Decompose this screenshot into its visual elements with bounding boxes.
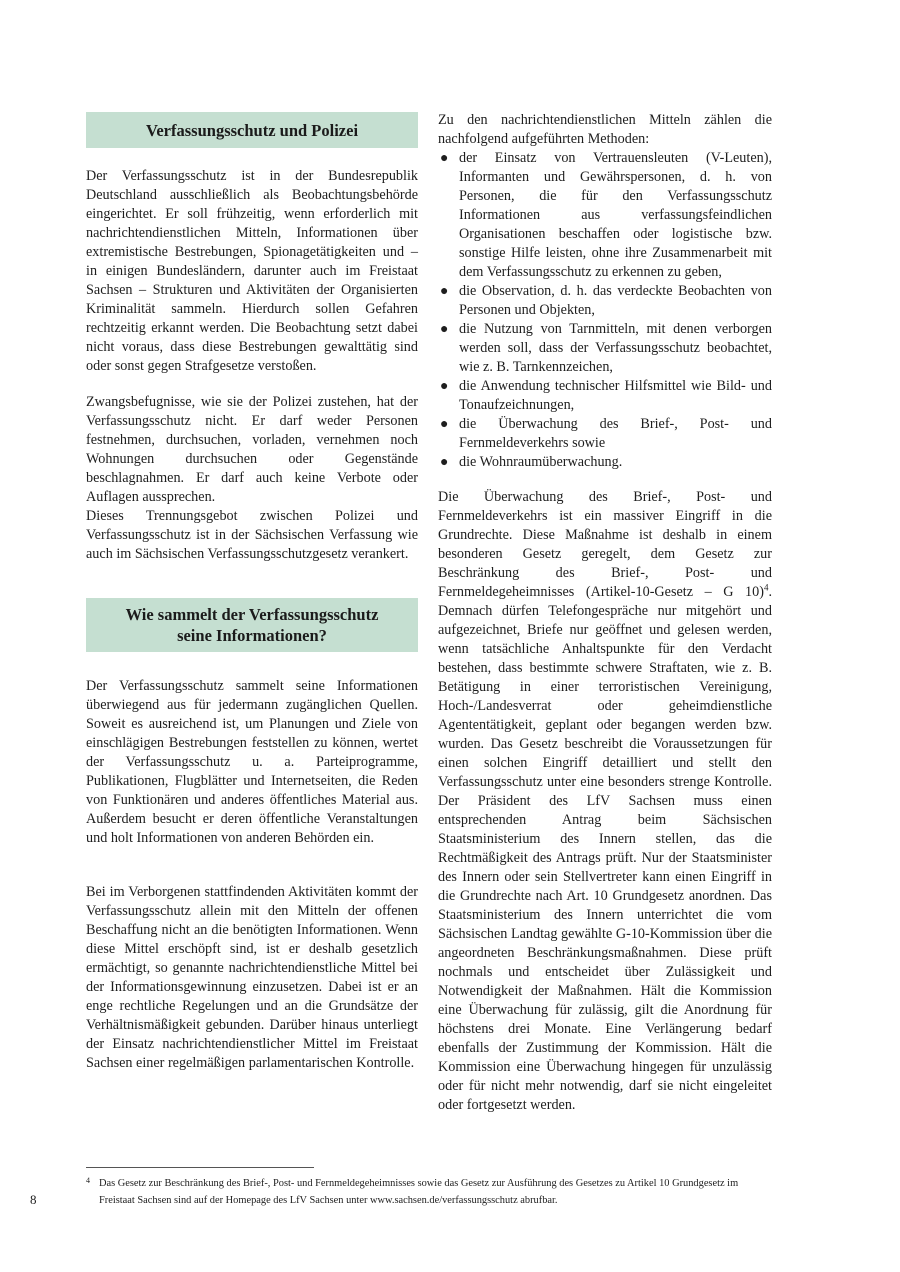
list-item: ● die Observation, d. h. das verdeckte Beobachten von Personen und Objekten, xyxy=(440,283,772,318)
methods-list xyxy=(438,149,772,472)
footnote-divider xyxy=(86,1167,314,1168)
list-item: ● die Nutzung von Tarnmitteln, mit denen verborgen werden soll, dass der Verfassungsschutz beobachtet, wie z. B. Tarnkennzeichen, xyxy=(440,321,772,375)
heading-text-line1: Wie sammelt der Verfassungsschutz xyxy=(125,605,379,624)
paragraph-g10-ueberwachung: Die Überwachung des Brief-, Post- und Fernmeldeverkehrs ist ein massiver Eingriff in die Grundrechte. Diese Maßnahme ist deshalb in einem besonderen Gesetz geregelt, dem Gesetz zur Beschränkung des Brief-, Post- und Fernmeldegeheimnisses (Artikel-10-Gesetz – G 10)$^4$. Demnach dürfen Telefongespräche nur mitgehört und aufgezeichnet, Briefe nur geöffnet und gelesen werden, wenn tatsächliche Anhaltspunkte für den Verdacht bestehen, dass bestimmte schwere Straftaten, wie z. B. Betätigung in einer terroristischen Vereinigung, Hoch-/Landesverrat oder geheimdienstliche Agententätigkeit, geplant oder begangen werden bzw. wurden. Das Gesetz beschreibt die Voraussetzungen für einen solchen Eingriff detailliert und stellt den Verfassungsschutz unter eine besonders strenge Kontrolle. Der Präsident des LfV Sachsen muss einen entsprechenden Antrag beim Sächsischen Staatsministerium des Innern stellen, das die Rechtmäßigkeit des Antrags prüft. Nur der Staatsminister des Innern oder sein Stellvertreter kann einen Eingriff in die Grundrechte nach Art. 10 Grundgesetz anordnen. Das Staatsministerium des Innern unterrichtet die vom Sächsischen Landtag gewählte G-10-Kommission über die angeordneten Beschränkungsmaßnahmen. Diese prüft nochmals und entscheidet über Zulässigkeit und Notwendigkeit der Maßnahmen. Hält die Kommission eine Überwachung für zulässig, gilt die Anordnung für höchstens drei Monate. Eine Verlängerung bedarf ebenfalls der Zustimmung der Kommission. Hält die Kommission eine Überwachung hingegen für unzulässig oder für nicht mehr notwendig, darf sie nicht eingeleitet oder fortgesetzt werden. xyxy=(438,489,772,1113)
section-heading-informationen-sammeln xyxy=(86,598,418,652)
list-item: ● die Wohnraumüberwachung. xyxy=(440,454,623,470)
paragraph-beobachtungsbehoerde: Der Verfassungsschutz ist in der Bundesrepublik Deutschland ausschließlich als Beobachtungsbehörde eingerichtet. Er soll frühzeitig, wenn erforderlich mit nachrichtendienstlichen Mitteln, Informationen über extremistische Bestrebungen, Spionagetätigkeiten und – in einigen Bundesländern, darunter auch im Freistaat Sachsen – Strukturen und Aktivitäten der Organisierten Kriminalität sammeln. Hierdurch sollen Gefahren rechtzeitig erkannt werden. Die Beobachtung setzt dabei nicht voraus, dass diese Bestrebungen gewalttätig sind oder sonst gegen Strafgesetze verstoßen. xyxy=(86,168,418,374)
bullet-icon: ● xyxy=(440,151,449,166)
bullet-icon: ● xyxy=(440,322,449,337)
bullet-icon: ● xyxy=(440,379,449,394)
paragraph-methoden-intro: Zu den nachrichtendienstlichen Mitteln zählen die nachfolgend aufgeführten Methoden: xyxy=(438,112,772,147)
list-item: ● der Einsatz von Vertrauensleuten (V-Leuten), Informanten und Gewährspersonen, d. h. von Personen, die für den Verfassungsschutz Informationen aus verfassungsfeindlichen Organisationen beschaffen oder logistische bzw. sonstige Hilfe leisten, ohne ihre Zusammenarbeit mit dem Verfassungsschutz zu erkennen zu geben, xyxy=(440,150,772,280)
list-item: ● die Anwendung technischer Hilfsmittel wie Bild- und Tonaufzeichnungen, xyxy=(440,378,772,413)
footnote-reference: 4 xyxy=(763,582,769,593)
section-heading-verfassungsschutz-polizei xyxy=(86,112,418,148)
bullet-icon: ● xyxy=(440,284,449,299)
bullet-icon: ● xyxy=(440,455,449,470)
list-item: ● die Überwachung des Brief-, Post- und Fernmeldeverkehrs sowie xyxy=(440,416,772,451)
page-number: 8 xyxy=(30,1192,37,1207)
paragraph-offene-quellen: Der Verfassungsschutz sammelt seine Informationen überwiegend aus für jedermann zugänglichen Quellen. Soweit es ausreichend ist, um Planungen und Ziele von einschlägigen Bestrebungen feststellen zu können, wertet der Verfassungsschutz u. a. Parteiprogramme, Publikationen, Flugblätter und Internetseiten, die Reden von Funktionären und anderes öffentliches Material aus. Außerdem besucht er deren öffentliche Veranstaltungen und holt Informationen von anderen Behörden ein. xyxy=(86,678,418,846)
paragraph-trennungsgebot: Dieses Trennungsgebot zwischen Polizei und Verfassungsschutz ist in der Sächsischen Verfassung wie auch im Sächsischen Verfassungsschutzgesetz verankert. xyxy=(86,508,418,562)
footnote-number: 4 xyxy=(86,1176,90,1185)
heading-text: Verfassungsschutz und Polizei xyxy=(145,120,359,140)
paragraph-nachrichtendienstliche-mittel: Bei im Verborgenen stattfindenden Aktivitäten kommt der Verfassungsschutz allein mit den Mitteln der offenen Beschaffung nicht an die benötigten Informationen. Wenn diese Mittel erschöpft sind, ist er deshalb gesetzlich ermächtigt, so genannte nachrichtendienstliche Mittel bei der Informationsgewinnung einzusetzen. Dabei ist er an enge rechtliche Regelungen und an die Grundsätze der Verhältnismäßigkeit gebunden. Darüber hinaus unterliegt der Einsatz nachrichtendienstlicher Mittel im Freistaat Sachsen einer regelmäßigen parlamentarischen Kontrolle. xyxy=(86,884,418,1071)
paragraph-zwangsbefugnisse: Zwangsbefugnisse, wie sie der Polizei zustehen, hat der Verfassungsschutz nicht. Er darf weder Personen festnehmen, durchsuchen, vorladen, vernehmen noch Wohnungen durchsuchen oder Gegenstände beschlagnahmen. Er darf auch keine Verbote oder Auflagen aussprechen. xyxy=(86,394,418,505)
heading-text-line2: seine Informationen? xyxy=(177,626,327,645)
footnote xyxy=(86,1175,774,1209)
footnote-text: Das Gesetz zur Beschränkung des Brief-, Post- und Fernmeldegeheimnisses sowie das Gesetz zur Ausführung des Gesetzes zu Artikel 10 Grundgesetz im Freistaat Sachsen sind auf der Homepage des LfV Sachsen unter www.sachsen.de/verfassungsschutz abrufbar. xyxy=(99,1178,739,1206)
bullet-icon: ● xyxy=(440,417,449,432)
